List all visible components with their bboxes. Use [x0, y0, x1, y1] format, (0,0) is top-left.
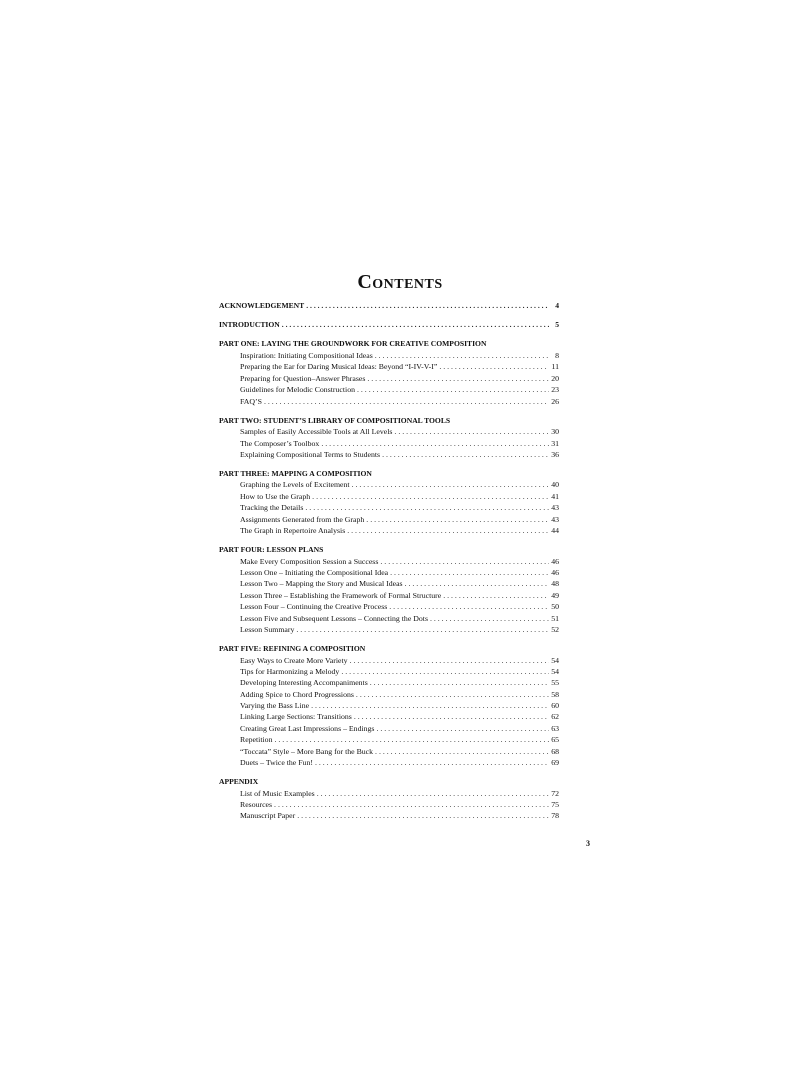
toc-entry	[219, 361, 559, 372]
dot-leader	[389, 601, 549, 612]
entry-label: Lesson Four – Continuing the Creative Process	[240, 602, 388, 612]
entry-page-number: 62	[551, 712, 559, 722]
entry-page-number: 48	[551, 579, 559, 589]
entry-label: Lesson Two – Mapping the Story and Musical Ideas	[240, 579, 403, 589]
entry-label: Adding Spice to Chord Progressions	[240, 689, 354, 699]
toc-entry	[219, 491, 559, 502]
dot-leader	[439, 361, 549, 372]
toc-entry	[219, 556, 559, 567]
dot-leader	[321, 438, 549, 449]
toc-entry	[219, 578, 559, 589]
toc-entry	[219, 799, 559, 810]
dot-leader	[356, 689, 549, 700]
toc-entry	[219, 449, 559, 460]
dot-leader	[347, 525, 549, 536]
toc-section	[219, 338, 559, 407]
entry-page-number: 8	[555, 350, 559, 360]
dot-leader	[357, 384, 549, 395]
section-page-number: 5	[555, 320, 559, 330]
section-heading-label: PART TWO: STUDENT’S LIBRARY OF COMPOSITIONAL TOOLS	[219, 415, 451, 425]
toc-entry	[219, 438, 559, 449]
toc-entry	[219, 746, 559, 757]
toc-entry	[219, 624, 559, 635]
dot-leader	[375, 746, 549, 757]
section-heading	[219, 319, 559, 331]
entry-label: Lesson Summary	[240, 624, 295, 634]
entry-label: Preparing the Ear for Daring Musical Ideas: Beyond “I-IV-V-I”	[240, 362, 438, 372]
entry-page-number: 72	[551, 788, 559, 798]
entry-label: Explaining Compositional Terms to Students	[240, 449, 381, 459]
dot-leader	[282, 319, 549, 331]
entry-page-number: 78	[551, 811, 559, 821]
dot-leader	[264, 396, 549, 407]
toc-section	[219, 776, 559, 822]
entry-page-number: 58	[551, 689, 559, 699]
dot-leader	[317, 788, 549, 799]
section-heading-label: APPENDIX	[219, 777, 259, 787]
table-of-contents	[219, 300, 559, 822]
toc-entry	[219, 677, 559, 688]
toc-entry	[219, 590, 559, 601]
entry-page-number: 26	[551, 396, 559, 406]
toc-entry	[219, 350, 559, 361]
entry-label: Repetition	[240, 735, 273, 745]
entry-label: Guidelines for Melodic Construction	[240, 385, 355, 395]
entry-page-number: 49	[551, 590, 559, 600]
toc-entry	[219, 479, 559, 490]
entry-page-number: 40	[551, 480, 559, 490]
page-number: 3	[586, 839, 590, 848]
section-heading	[219, 415, 559, 427]
entry-label: Resources	[240, 800, 273, 810]
entry-label: Duets – Twice the Fun!	[240, 758, 313, 768]
entry-label: FAQ’S	[240, 396, 262, 406]
toc-section	[219, 415, 559, 461]
section-heading	[219, 300, 559, 312]
page-title: Contents	[357, 271, 443, 293]
entry-page-number: 20	[551, 373, 559, 383]
entry-label: Inspiration: Initiating Compositional Ideas	[240, 350, 373, 360]
dot-leader	[341, 666, 549, 677]
entry-page-number: 41	[551, 491, 559, 501]
entry-label: Make Every Composition Session a Success	[240, 556, 379, 566]
entry-label: Easy Ways to Create More Variety	[240, 655, 348, 665]
entry-page-number: 30	[551, 427, 559, 437]
toc-entry	[219, 734, 559, 745]
toc-entry	[219, 384, 559, 395]
section-heading	[219, 544, 559, 556]
section-heading-label: PART ONE: LAYING THE GROUNDWORK FOR CREATIVE COMPOSITION	[219, 339, 487, 349]
section-heading	[219, 643, 559, 655]
toc-entry	[219, 723, 559, 734]
toc-entry	[219, 426, 559, 437]
entry-page-number: 52	[551, 624, 559, 634]
entry-page-number: 36	[551, 449, 559, 459]
entry-label: Tips for Harmonizing a Melody	[240, 666, 340, 676]
entry-page-number: 43	[551, 514, 559, 524]
dot-leader	[306, 300, 549, 312]
dot-leader	[380, 556, 549, 567]
dot-leader	[296, 624, 549, 635]
toc-entry	[219, 666, 559, 677]
dot-leader	[312, 491, 549, 502]
entry-page-number: 46	[551, 556, 559, 566]
dot-leader	[274, 734, 549, 745]
entry-label: Lesson Three – Establishing the Framework of Formal Structure	[240, 590, 442, 600]
entry-label: Varying the Bass Line	[240, 701, 310, 711]
entry-label: Manuscript Paper	[240, 811, 296, 821]
entry-page-number: 69	[551, 758, 559, 768]
dot-leader	[366, 514, 549, 525]
entry-page-number: 60	[551, 701, 559, 711]
entry-label: Assignments Generated from the Graph	[240, 514, 365, 524]
toc-entry	[219, 788, 559, 799]
entry-label: Lesson Five and Subsequent Lessons – Connecting the Dots	[240, 613, 428, 623]
dot-leader	[376, 723, 549, 734]
toc-section	[219, 468, 559, 537]
section-heading-label: ACKNOWLEDGEMENT	[219, 301, 305, 310]
toc-entry	[219, 567, 559, 578]
dot-leader	[315, 757, 549, 768]
dot-leader	[311, 700, 549, 711]
entry-page-number: 44	[551, 526, 559, 536]
toc-section	[219, 319, 559, 331]
toc-entry	[219, 655, 559, 666]
dot-leader	[443, 590, 549, 601]
section-heading	[219, 468, 559, 480]
entry-label: Lesson One – Initiating the Compositional Idea	[240, 568, 389, 577]
entry-page-number: 68	[551, 746, 559, 756]
section-heading-label: INTRODUCTION	[219, 320, 280, 330]
dot-leader	[394, 426, 549, 437]
toc-entry	[219, 700, 559, 711]
toc-entry	[219, 373, 559, 384]
section-heading-label: PART FOUR: LESSON PLANS	[219, 545, 324, 555]
section-heading-label: PART FIVE: REFINING A COMPOSITION	[219, 643, 366, 653]
toc-entry	[219, 711, 559, 722]
toc-section	[219, 300, 559, 312]
entry-label: The Graph in Repertoire Analysis	[240, 526, 346, 536]
toc-entry	[219, 502, 559, 513]
section-page-number: 4	[555, 301, 559, 310]
entry-page-number: 11	[551, 362, 559, 372]
dot-leader	[297, 810, 549, 821]
entry-label: How to Use the Graph	[240, 491, 311, 501]
toc-entry	[219, 396, 559, 407]
entry-label: Linking Large Sections: Transitions	[240, 712, 352, 722]
toc-section	[219, 544, 559, 635]
entry-label: “Toccata” Style – More Bang for the Buck	[240, 746, 374, 756]
entry-label: Creating Great Last Impressions – Endings	[240, 723, 375, 733]
entry-page-number: 63	[551, 723, 559, 733]
entry-label: List of Music Examples	[240, 788, 315, 798]
dot-leader	[367, 373, 549, 384]
section-heading-label: PART THREE: MAPPING A COMPOSITION	[219, 468, 372, 478]
toc-entry	[219, 689, 559, 700]
entry-label: Tracking the Details	[240, 503, 304, 513]
dot-leader	[350, 655, 549, 666]
dot-leader	[390, 567, 549, 578]
entry-page-number: 55	[551, 678, 559, 688]
entry-page-number: 65	[551, 735, 559, 745]
dot-leader	[375, 350, 549, 361]
toc-entry	[219, 601, 559, 612]
dot-leader	[370, 677, 549, 688]
section-heading	[219, 776, 559, 788]
entry-page-number: 54	[551, 666, 559, 676]
entry-page-number: 43	[551, 503, 559, 513]
entry-label: Graphing the Levels of Excitement	[240, 480, 350, 490]
dot-leader	[405, 578, 549, 589]
dot-leader	[305, 502, 549, 513]
dot-leader	[354, 711, 549, 722]
entry-page-number: 31	[551, 438, 559, 448]
entry-label: Preparing for Question–Answer Phrases	[240, 373, 366, 383]
entry-label: Developing Interesting Accompaniments	[240, 678, 368, 688]
dot-leader	[352, 479, 549, 490]
toc-entry	[219, 514, 559, 525]
entry-page-number: 23	[551, 385, 559, 395]
entry-page-number: 51	[551, 613, 559, 623]
toc-entry	[219, 613, 559, 624]
entry-page-number: 54	[551, 655, 559, 665]
entry-label: The Composer’s Toolbox	[240, 438, 320, 448]
entry-label: Samples of Easily Accessible Tools at All Levels	[240, 427, 393, 437]
entry-page-number: 50	[551, 602, 559, 612]
dot-leader	[430, 613, 549, 624]
entry-page-number: 75	[551, 800, 559, 810]
entry-page-number: 46	[551, 568, 559, 577]
toc-section	[219, 643, 559, 769]
section-heading	[219, 338, 559, 350]
toc-entry	[219, 810, 559, 821]
dot-leader	[382, 449, 549, 460]
dot-leader	[274, 799, 549, 810]
toc-entry	[219, 525, 559, 536]
toc-entry	[219, 757, 559, 768]
